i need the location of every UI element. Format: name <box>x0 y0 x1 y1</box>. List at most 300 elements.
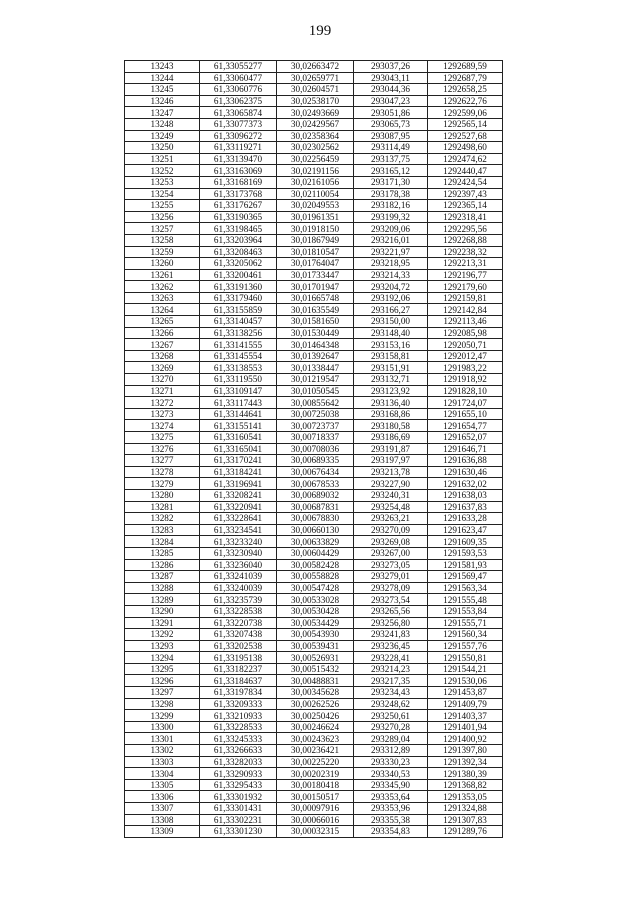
latitude-cell: 61,33205062 <box>200 258 277 270</box>
longitude-cell: 30,02161056 <box>277 176 354 188</box>
table-row <box>125 327 503 339</box>
x-coordinate-cell: 293273,05 <box>354 559 428 571</box>
longitude-cell: 30,02659771 <box>277 72 354 84</box>
longitude-cell: 30,01918150 <box>277 223 354 235</box>
x-coordinate-cell: 293168,86 <box>354 408 428 420</box>
table-row <box>125 524 503 536</box>
longitude-cell: 30,01635549 <box>277 304 354 316</box>
x-coordinate-cell: 293158,81 <box>354 350 428 362</box>
table-row <box>125 61 503 73</box>
y-coordinate-cell: 1291593,53 <box>428 547 503 559</box>
latitude-cell: 61,33060776 <box>200 84 277 96</box>
point-number-cell: 13301 <box>125 733 200 745</box>
latitude-cell: 61,33210933 <box>200 710 277 722</box>
latitude-cell: 61,33295433 <box>200 779 277 791</box>
longitude-cell: 30,00097916 <box>277 803 354 815</box>
point-number-cell: 13245 <box>125 84 200 96</box>
point-number-cell: 13248 <box>125 118 200 130</box>
point-number-cell: 13303 <box>125 756 200 768</box>
point-number-cell: 13305 <box>125 779 200 791</box>
table-row <box>125 779 503 791</box>
x-coordinate-cell: 293218,95 <box>354 258 428 270</box>
longitude-cell: 30,00689032 <box>277 489 354 501</box>
table-row <box>125 710 503 722</box>
x-coordinate-cell: 293354,83 <box>354 826 428 838</box>
latitude-cell: 61,33209333 <box>200 698 277 710</box>
longitude-cell: 30,00633829 <box>277 536 354 548</box>
y-coordinate-cell: 1291637,83 <box>428 501 503 513</box>
point-number-cell: 13307 <box>125 803 200 815</box>
point-number-cell: 13282 <box>125 513 200 525</box>
table-row <box>125 466 503 478</box>
latitude-cell: 61,33203964 <box>200 234 277 246</box>
point-number-cell: 13274 <box>125 420 200 432</box>
table-row <box>125 513 503 525</box>
longitude-cell: 30,01050545 <box>277 385 354 397</box>
latitude-cell: 61,33055277 <box>200 61 277 73</box>
y-coordinate-cell: 1292113,46 <box>428 316 503 328</box>
y-coordinate-cell: 1291646,71 <box>428 443 503 455</box>
y-coordinate-cell: 1291307,83 <box>428 814 503 826</box>
table-row <box>125 397 503 409</box>
y-coordinate-cell: 1291400,92 <box>428 733 503 745</box>
latitude-cell: 61,33138256 <box>200 327 277 339</box>
y-coordinate-cell: 1291555,71 <box>428 617 503 629</box>
latitude-cell: 61,33301230 <box>200 826 277 838</box>
latitude-cell: 61,33062375 <box>200 95 277 107</box>
table-row <box>125 594 503 606</box>
y-coordinate-cell: 1292365,14 <box>428 200 503 212</box>
longitude-cell: 30,02663472 <box>277 61 354 73</box>
longitude-cell: 30,02302562 <box>277 142 354 154</box>
longitude-cell: 30,00345628 <box>277 687 354 699</box>
table-row <box>125 142 503 154</box>
longitude-cell: 30,00676434 <box>277 466 354 478</box>
y-coordinate-cell: 1292397,43 <box>428 188 503 200</box>
latitude-cell: 61,33197834 <box>200 687 277 699</box>
y-coordinate-cell: 1291636,88 <box>428 455 503 467</box>
point-number-cell: 13300 <box>125 721 200 733</box>
longitude-cell: 30,00547428 <box>277 582 354 594</box>
table-row <box>125 826 503 838</box>
x-coordinate-cell: 293216,01 <box>354 234 428 246</box>
latitude-cell: 61,33301431 <box>200 803 277 815</box>
point-number-cell: 13276 <box>125 443 200 455</box>
latitude-cell: 61,33290933 <box>200 768 277 780</box>
longitude-cell: 30,01961351 <box>277 211 354 223</box>
table-row <box>125 536 503 548</box>
point-number-cell: 13268 <box>125 350 200 362</box>
table-row <box>125 385 503 397</box>
table-row <box>125 350 503 362</box>
longitude-cell: 30,02110054 <box>277 188 354 200</box>
table-row <box>125 629 503 641</box>
longitude-cell: 30,00689335 <box>277 455 354 467</box>
longitude-cell: 30,00678830 <box>277 513 354 525</box>
latitude-cell: 61,33144641 <box>200 408 277 420</box>
y-coordinate-cell: 1292599,06 <box>428 107 503 119</box>
point-number-cell: 13243 <box>125 61 200 73</box>
point-number-cell: 13299 <box>125 710 200 722</box>
point-number-cell: 13290 <box>125 605 200 617</box>
point-number-cell: 13285 <box>125 547 200 559</box>
y-coordinate-cell: 1292318,41 <box>428 211 503 223</box>
y-coordinate-cell: 1291550,81 <box>428 652 503 664</box>
point-number-cell: 13297 <box>125 687 200 699</box>
x-coordinate-cell: 293151,91 <box>354 362 428 374</box>
x-coordinate-cell: 293065,73 <box>354 118 428 130</box>
y-coordinate-cell: 1292050,71 <box>428 339 503 351</box>
y-coordinate-cell: 1291397,80 <box>428 745 503 757</box>
y-coordinate-cell: 1292689,59 <box>428 61 503 73</box>
table-row <box>125 721 503 733</box>
longitude-cell: 30,01701947 <box>277 281 354 293</box>
x-coordinate-cell: 293241,83 <box>354 629 428 641</box>
x-coordinate-cell: 293192,06 <box>354 292 428 304</box>
y-coordinate-cell: 1292527,68 <box>428 130 503 142</box>
longitude-cell: 30,00533028 <box>277 594 354 606</box>
y-coordinate-cell: 1291401,94 <box>428 721 503 733</box>
table-row <box>125 455 503 467</box>
table-row <box>125 246 503 258</box>
longitude-cell: 30,02429567 <box>277 118 354 130</box>
point-number-cell: 13257 <box>125 223 200 235</box>
point-number-cell: 13308 <box>125 814 200 826</box>
x-coordinate-cell: 293209,06 <box>354 223 428 235</box>
x-coordinate-cell: 293213,78 <box>354 466 428 478</box>
point-number-cell: 13246 <box>125 95 200 107</box>
longitude-cell: 30,00150517 <box>277 791 354 803</box>
table-row <box>125 733 503 745</box>
point-number-cell: 13295 <box>125 663 200 675</box>
x-coordinate-cell: 293043,11 <box>354 72 428 84</box>
latitude-cell: 61,33163069 <box>200 165 277 177</box>
y-coordinate-cell: 1291652,07 <box>428 432 503 444</box>
table-row <box>125 501 503 513</box>
table-row <box>125 362 503 374</box>
table-row <box>125 559 503 571</box>
latitude-cell: 61,33182237 <box>200 663 277 675</box>
y-coordinate-cell: 1291724,07 <box>428 397 503 409</box>
point-number-cell: 13288 <box>125 582 200 594</box>
y-coordinate-cell: 1291544,21 <box>428 663 503 675</box>
point-number-cell: 13275 <box>125 432 200 444</box>
latitude-cell: 61,33145554 <box>200 350 277 362</box>
latitude-cell: 61,33220738 <box>200 617 277 629</box>
table-row <box>125 605 503 617</box>
point-number-cell: 13249 <box>125 130 200 142</box>
latitude-cell: 61,33240039 <box>200 582 277 594</box>
x-coordinate-cell: 293087,95 <box>354 130 428 142</box>
table-row <box>125 374 503 386</box>
latitude-cell: 61,33228538 <box>200 605 277 617</box>
longitude-cell: 30,00236421 <box>277 745 354 757</box>
y-coordinate-cell: 1292179,60 <box>428 281 503 293</box>
coordinates-table <box>124 60 503 838</box>
x-coordinate-cell: 293353,96 <box>354 803 428 815</box>
x-coordinate-cell: 293228,41 <box>354 652 428 664</box>
x-coordinate-cell: 293180,58 <box>354 420 428 432</box>
table-row <box>125 176 503 188</box>
latitude-cell: 61,33155141 <box>200 420 277 432</box>
x-coordinate-cell: 293171,30 <box>354 176 428 188</box>
latitude-cell: 61,33160541 <box>200 432 277 444</box>
point-number-cell: 13283 <box>125 524 200 536</box>
latitude-cell: 61,33173768 <box>200 188 277 200</box>
point-number-cell: 13252 <box>125 165 200 177</box>
table-row <box>125 652 503 664</box>
latitude-cell: 61,33165041 <box>200 443 277 455</box>
point-number-cell: 13259 <box>125 246 200 258</box>
x-coordinate-cell: 293236,45 <box>354 640 428 652</box>
longitude-cell: 30,00225220 <box>277 756 354 768</box>
point-number-cell: 13265 <box>125 316 200 328</box>
y-coordinate-cell: 1291569,47 <box>428 571 503 583</box>
longitude-cell: 30,02049553 <box>277 200 354 212</box>
table-row <box>125 571 503 583</box>
longitude-cell: 30,00539431 <box>277 640 354 652</box>
point-number-cell: 13264 <box>125 304 200 316</box>
x-coordinate-cell: 293137,75 <box>354 153 428 165</box>
x-coordinate-cell: 293273,54 <box>354 594 428 606</box>
point-number-cell: 13266 <box>125 327 200 339</box>
x-coordinate-cell: 293214,33 <box>354 269 428 281</box>
point-number-cell: 13296 <box>125 675 200 687</box>
y-coordinate-cell: 1291630,46 <box>428 466 503 478</box>
longitude-cell: 30,01867949 <box>277 234 354 246</box>
longitude-cell: 30,00243623 <box>277 733 354 745</box>
x-coordinate-cell: 293165,12 <box>354 165 428 177</box>
longitude-cell: 30,00855642 <box>277 397 354 409</box>
latitude-cell: 61,33282033 <box>200 756 277 768</box>
x-coordinate-cell: 293199,32 <box>354 211 428 223</box>
longitude-cell: 30,00678533 <box>277 478 354 490</box>
table-row <box>125 443 503 455</box>
table-row <box>125 803 503 815</box>
point-number-cell: 13279 <box>125 478 200 490</box>
longitude-cell: 30,01810547 <box>277 246 354 258</box>
y-coordinate-cell: 1291453,87 <box>428 687 503 699</box>
longitude-cell: 30,00582428 <box>277 559 354 571</box>
table-row <box>125 281 503 293</box>
longitude-cell: 30,00180418 <box>277 779 354 791</box>
coordinates-table-body <box>125 61 503 838</box>
latitude-cell: 61,33230940 <box>200 547 277 559</box>
latitude-cell: 61,33233240 <box>200 536 277 548</box>
x-coordinate-cell: 293265,56 <box>354 605 428 617</box>
x-coordinate-cell: 293178,38 <box>354 188 428 200</box>
y-coordinate-cell: 1291828,10 <box>428 385 503 397</box>
latitude-cell: 61,33109147 <box>200 385 277 397</box>
x-coordinate-cell: 293279,01 <box>354 571 428 583</box>
longitude-cell: 30,00526931 <box>277 652 354 664</box>
y-coordinate-cell: 1292658,25 <box>428 84 503 96</box>
x-coordinate-cell: 293114,49 <box>354 142 428 154</box>
y-coordinate-cell: 1292142,84 <box>428 304 503 316</box>
x-coordinate-cell: 293148,40 <box>354 327 428 339</box>
x-coordinate-cell: 293166,27 <box>354 304 428 316</box>
longitude-cell: 30,00488831 <box>277 675 354 687</box>
point-number-cell: 13271 <box>125 385 200 397</box>
longitude-cell: 30,01581650 <box>277 316 354 328</box>
table-row <box>125 223 503 235</box>
point-number-cell: 13294 <box>125 652 200 664</box>
table-row <box>125 304 503 316</box>
table-row <box>125 269 503 281</box>
longitude-cell: 30,00515432 <box>277 663 354 675</box>
x-coordinate-cell: 293263,21 <box>354 513 428 525</box>
y-coordinate-cell: 1291380,39 <box>428 768 503 780</box>
table-row <box>125 687 503 699</box>
y-coordinate-cell: 1291609,35 <box>428 536 503 548</box>
table-row <box>125 200 503 212</box>
latitude-cell: 61,33140457 <box>200 316 277 328</box>
latitude-cell: 61,33235739 <box>200 594 277 606</box>
table-row <box>125 698 503 710</box>
table-row <box>125 165 503 177</box>
point-number-cell: 13284 <box>125 536 200 548</box>
table-row <box>125 118 503 130</box>
y-coordinate-cell: 1291392,34 <box>428 756 503 768</box>
latitude-cell: 61,33170241 <box>200 455 277 467</box>
table-row <box>125 756 503 768</box>
table-row <box>125 675 503 687</box>
table-row <box>125 582 503 594</box>
longitude-cell: 30,01392647 <box>277 350 354 362</box>
latitude-cell: 61,33234541 <box>200 524 277 536</box>
y-coordinate-cell: 1291983,22 <box>428 362 503 374</box>
table-row <box>125 432 503 444</box>
point-number-cell: 13261 <box>125 269 200 281</box>
x-coordinate-cell: 293234,43 <box>354 687 428 699</box>
x-coordinate-cell: 293248,62 <box>354 698 428 710</box>
latitude-cell: 61,33191360 <box>200 281 277 293</box>
longitude-cell: 30,00687831 <box>277 501 354 513</box>
x-coordinate-cell: 293278,09 <box>354 582 428 594</box>
table-row <box>125 814 503 826</box>
longitude-cell: 30,00708036 <box>277 443 354 455</box>
y-coordinate-cell: 1291655,10 <box>428 408 503 420</box>
page-number: 199 <box>308 23 332 39</box>
y-coordinate-cell: 1292268,88 <box>428 234 503 246</box>
longitude-cell: 30,00534429 <box>277 617 354 629</box>
point-number-cell: 13292 <box>125 629 200 641</box>
x-coordinate-cell: 293150,00 <box>354 316 428 328</box>
point-number-cell: 13255 <box>125 200 200 212</box>
x-coordinate-cell: 293330,23 <box>354 756 428 768</box>
table-row <box>125 408 503 420</box>
y-coordinate-cell: 1291918,92 <box>428 374 503 386</box>
latitude-cell: 61,33266633 <box>200 745 277 757</box>
x-coordinate-cell: 293267,00 <box>354 547 428 559</box>
latitude-cell: 61,33184241 <box>200 466 277 478</box>
latitude-cell: 61,33184637 <box>200 675 277 687</box>
longitude-cell: 30,00660130 <box>277 524 354 536</box>
point-number-cell: 13251 <box>125 153 200 165</box>
latitude-cell: 61,33119550 <box>200 374 277 386</box>
point-number-cell: 13272 <box>125 397 200 409</box>
y-coordinate-cell: 1291403,37 <box>428 710 503 722</box>
longitude-cell: 30,00202319 <box>277 768 354 780</box>
x-coordinate-cell: 293355,38 <box>354 814 428 826</box>
latitude-cell: 61,33195138 <box>200 652 277 664</box>
x-coordinate-cell: 293353,64 <box>354 791 428 803</box>
y-coordinate-cell: 1291530,06 <box>428 675 503 687</box>
latitude-cell: 61,33302231 <box>200 814 277 826</box>
longitude-cell: 30,01764047 <box>277 258 354 270</box>
longitude-cell: 30,00032315 <box>277 826 354 838</box>
table-row <box>125 316 503 328</box>
latitude-cell: 61,33202538 <box>200 640 277 652</box>
y-coordinate-cell: 1291409,79 <box>428 698 503 710</box>
longitude-cell: 30,00530428 <box>277 605 354 617</box>
y-coordinate-cell: 1292196,77 <box>428 269 503 281</box>
point-number-cell: 13281 <box>125 501 200 513</box>
longitude-cell: 30,00250426 <box>277 710 354 722</box>
y-coordinate-cell: 1292687,79 <box>428 72 503 84</box>
longitude-cell: 30,02493669 <box>277 107 354 119</box>
latitude-cell: 61,33096272 <box>200 130 277 142</box>
point-number-cell: 13256 <box>125 211 200 223</box>
longitude-cell: 30,02604571 <box>277 84 354 96</box>
latitude-cell: 61,33198465 <box>200 223 277 235</box>
y-coordinate-cell: 1292498,60 <box>428 142 503 154</box>
table-row <box>125 768 503 780</box>
point-number-cell: 13287 <box>125 571 200 583</box>
x-coordinate-cell: 293191,87 <box>354 443 428 455</box>
latitude-cell: 61,33176267 <box>200 200 277 212</box>
longitude-cell: 30,02256459 <box>277 153 354 165</box>
point-number-cell: 13278 <box>125 466 200 478</box>
table-row <box>125 478 503 490</box>
y-coordinate-cell: 1292085,98 <box>428 327 503 339</box>
x-coordinate-cell: 293051,86 <box>354 107 428 119</box>
y-coordinate-cell: 1292565,14 <box>428 118 503 130</box>
y-coordinate-cell: 1291368,82 <box>428 779 503 791</box>
longitude-cell: 30,00246624 <box>277 721 354 733</box>
table-row <box>125 84 503 96</box>
x-coordinate-cell: 293312,89 <box>354 745 428 757</box>
longitude-cell: 30,01464348 <box>277 339 354 351</box>
point-number-cell: 13280 <box>125 489 200 501</box>
longitude-cell: 30,00723737 <box>277 420 354 432</box>
table-row <box>125 420 503 432</box>
x-coordinate-cell: 293345,90 <box>354 779 428 791</box>
point-number-cell: 13306 <box>125 791 200 803</box>
point-number-cell: 13258 <box>125 234 200 246</box>
latitude-cell: 61,33138553 <box>200 362 277 374</box>
x-coordinate-cell: 293250,61 <box>354 710 428 722</box>
table-row <box>125 211 503 223</box>
y-coordinate-cell: 1291654,77 <box>428 420 503 432</box>
y-coordinate-cell: 1291623,47 <box>428 524 503 536</box>
latitude-cell: 61,33155859 <box>200 304 277 316</box>
y-coordinate-cell: 1292424,54 <box>428 176 503 188</box>
point-number-cell: 13302 <box>125 745 200 757</box>
point-number-cell: 13254 <box>125 188 200 200</box>
point-number-cell: 13262 <box>125 281 200 293</box>
latitude-cell: 61,33141555 <box>200 339 277 351</box>
y-coordinate-cell: 1291563,34 <box>428 582 503 594</box>
table-row <box>125 234 503 246</box>
table-row <box>125 339 503 351</box>
y-coordinate-cell: 1291632,02 <box>428 478 503 490</box>
x-coordinate-cell: 293153,16 <box>354 339 428 351</box>
x-coordinate-cell: 293289,04 <box>354 733 428 745</box>
x-coordinate-cell: 293217,35 <box>354 675 428 687</box>
latitude-cell: 61,33228641 <box>200 513 277 525</box>
point-number-cell: 13286 <box>125 559 200 571</box>
